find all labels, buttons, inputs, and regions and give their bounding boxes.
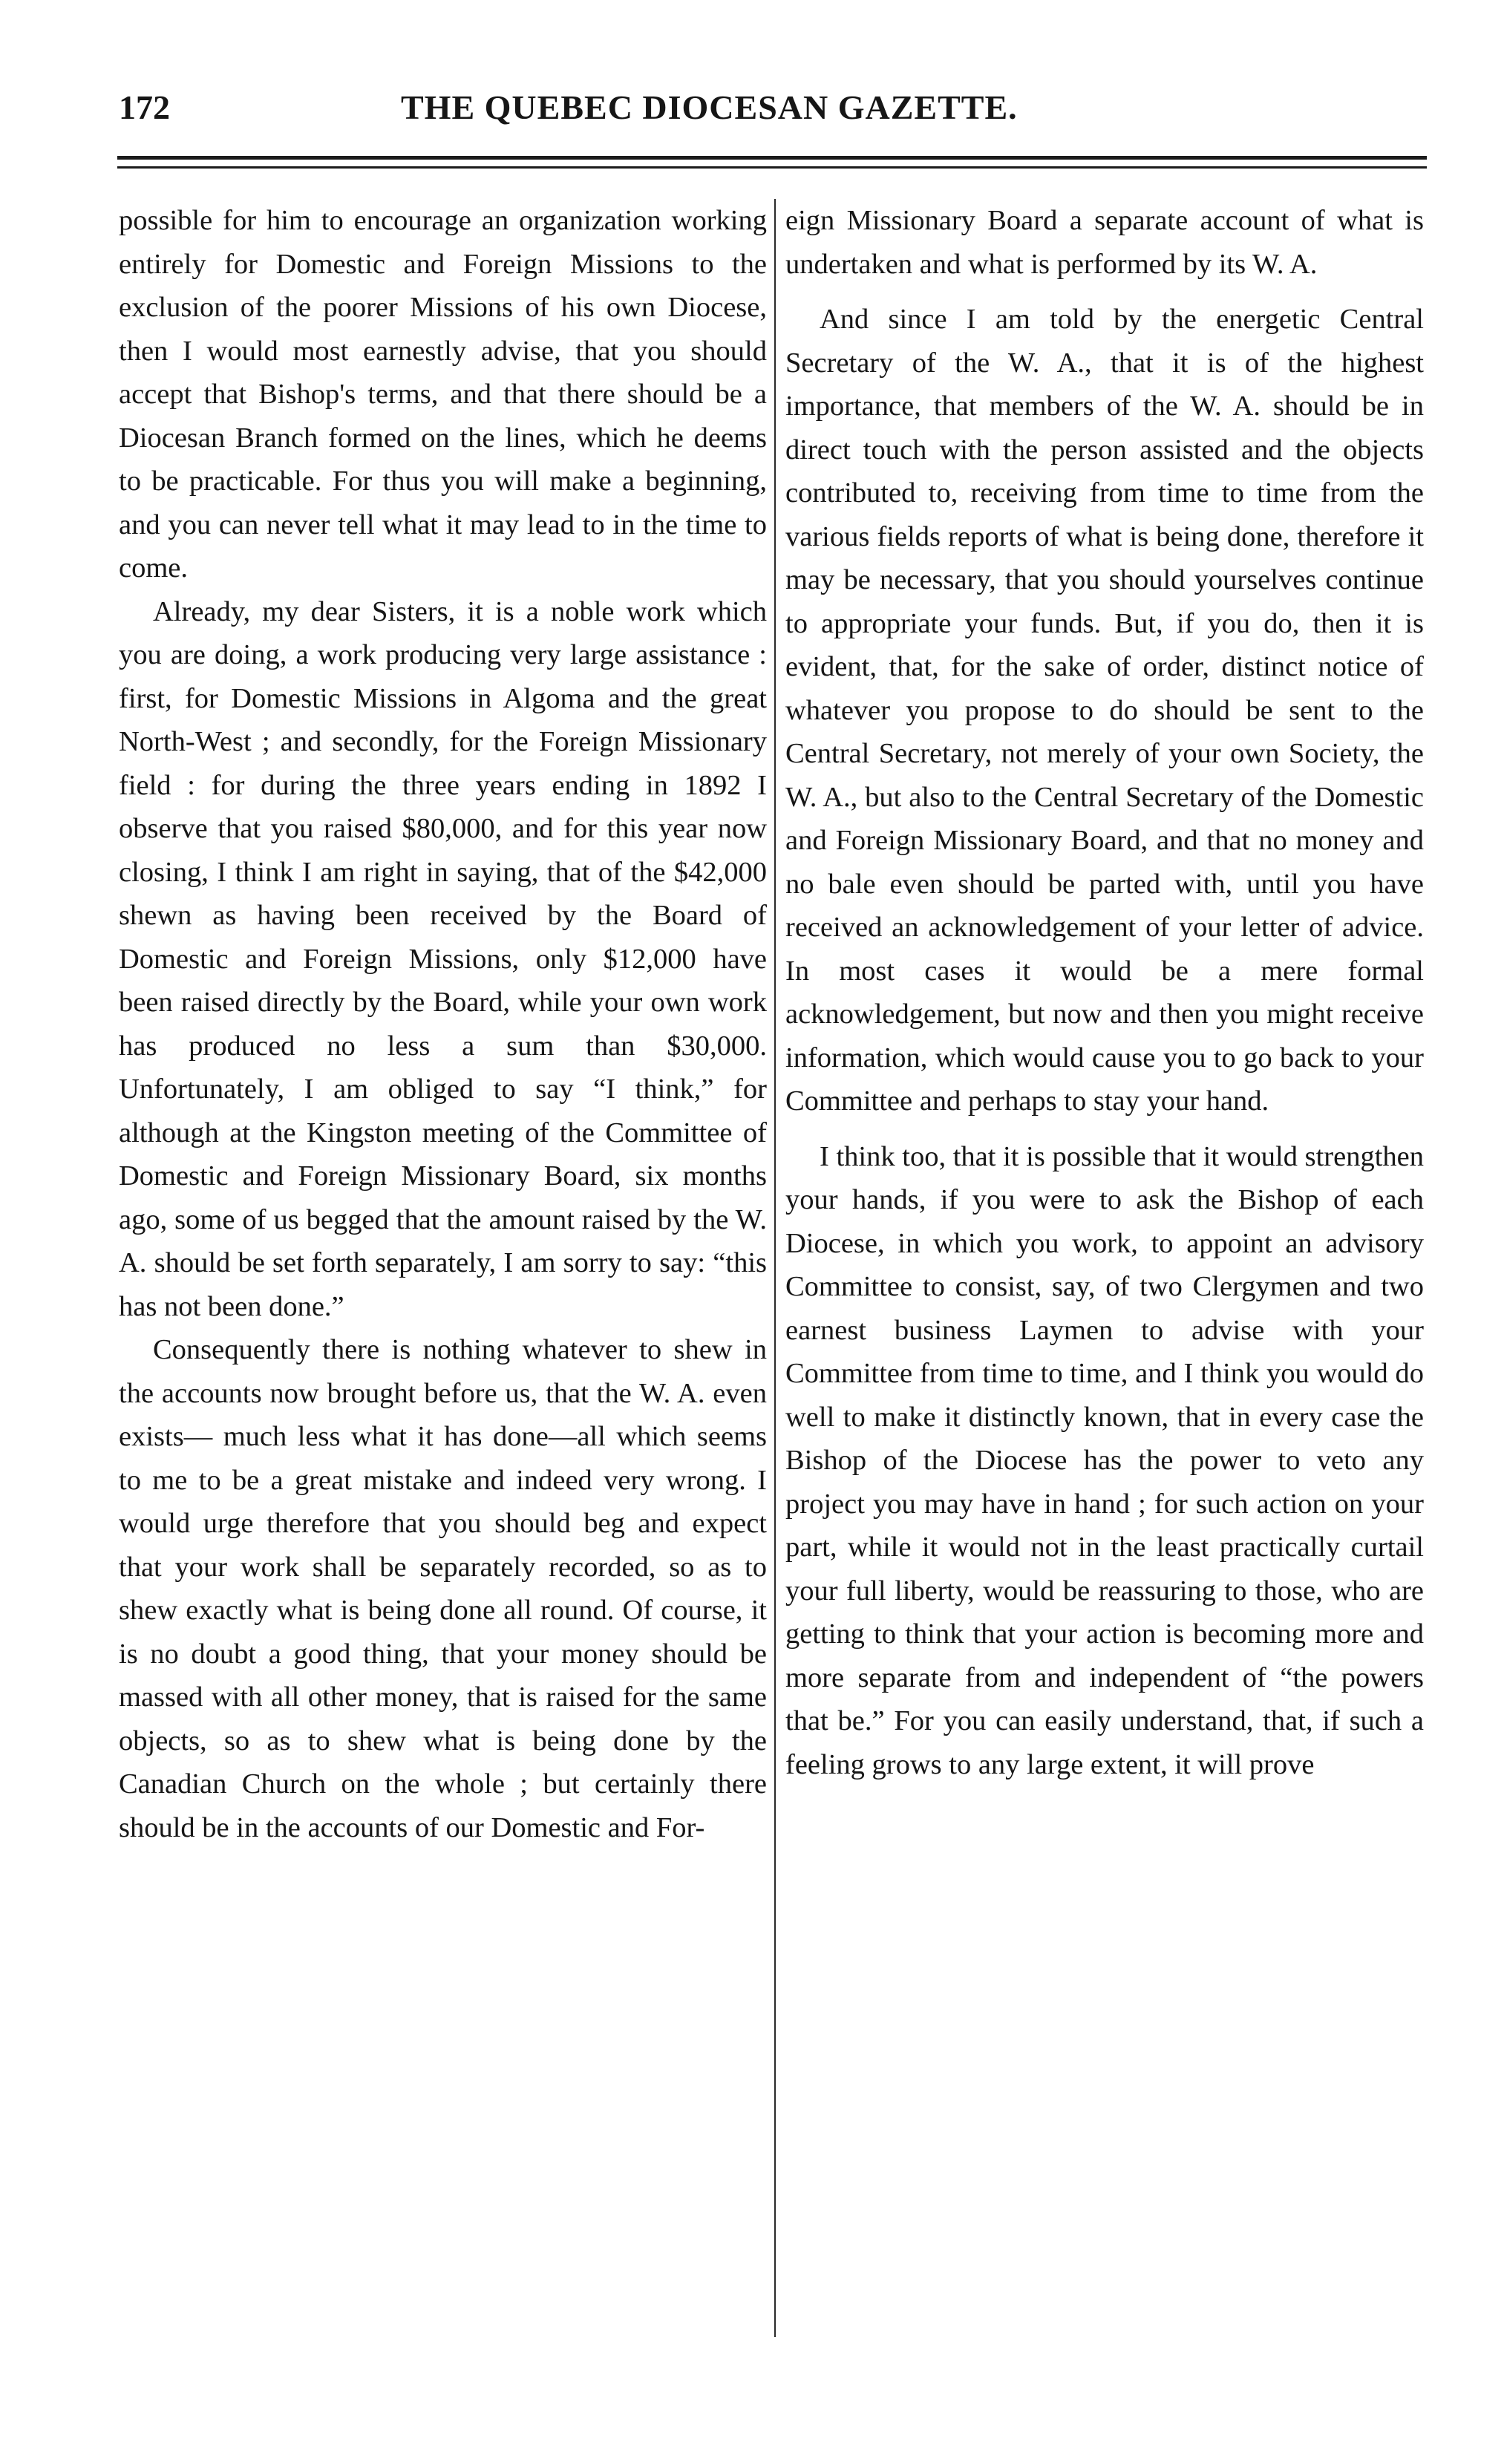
page-header: [119, 82, 1425, 141]
column-divider: [774, 199, 776, 2337]
header-rule-top: [117, 156, 1427, 160]
paragraph: Already, my dear Sisters, it is a noble work which you are doing, a work producing very large assistance : first, for Domestic Missions in Algoma and the great North-West ; and secondly, for the Foreign Missionary field : for during the three years ending in 1892 I observe that you raised $80,000, and for this year now closing, I think I am right in saying, that of the $42,000 shewn as having been received by the Board of Domestic and Foreign Missions, only $12,000 have been raised directly by the Board, while your own work has produced no less a sum than $30,000. Unfortunately, I am obliged to say “I think,” for although at the Kingston meeting of the Committee of Domestic and Foreign Missionary Board, six months ago, some of us begged that the amount raised by the W. A. should be set forth separately, I am sorry to say: “this has not been done.”: [119, 595, 767, 1322]
paragraph: eign Missionary Board a separate account of what is undertaken and what is performed by its W. A.: [785, 205, 1424, 280]
paragraph: possible for him to encourage an organization working entirely for Domestic and Foreign Missions to the exclusion of the poorer Missions of his own Diocese, then I would most earnestly advise, that you should accept that Bishop's terms, and that there should be a Diocesan Branch formed on the lines, which he deems to be practicable. For thus you will make a beginning, and you can never tell what it may lead to in the time to come.: [119, 205, 767, 584]
paragraph: And since I am told by the energetic Central Secretary of the W. A., that it is of the highest importance, that members of the W. A. should be in direct touch with the person assisted and the objects contributed to, receiving from time to time from the various fields reports of what is being done, therefore it may be necessary, that you should yourselves continue to appropriate your funds. But, if you do, then it is evident, that, for the sake of order, distinct notice of whatever you propose to do should be sent to the Central Secretary, not merely of your own Society, the W. A., but also to the Central Secretary of the Domestic and Foreign Missionary Board, and that no money and no bale even should be parted with, until you have received an acknowledgement of your letter of advice. In most cases it would be a mere formal acknowledgement, but now and then you might receive information, which would cause you to go back to your Committee and perhaps to stay your hand.: [785, 304, 1424, 1117]
paragraph: I think too, that it is possible that it would strengthen your hands, if you were to ask the Bishop of each Diocese, in which you work, to appoint an advisory Committee to consist, say, of two Clergymen and two earnest business Laymen to advise with your Committee from time to time, and I think you would do well to make it distinctly known, that in every case the Bishop of the Diocese has the power to veto any project you may have in hand ; for such action on your part, while it would not in the least practically curtail your full liberty, would be reassuring to those, who are getting to think that your action is becoming more and more separate from and independent of “the powers that be.” For you can easily understand, that, if such a feeling grows to any large extent, it will prove: [785, 1140, 1424, 1780]
header-rule-bottom: [117, 166, 1427, 169]
publication-title: THE QUEBEC DIOCESAN GAZETTE.: [401, 88, 1018, 126]
paragraph: Consequently there is nothing whatever to shew in the accounts now brought before us, that the W. A. even exists— much less what it has done—all which seems to me to be a great mistake and indeed very wrong. I would urge therefore that you should beg and expect that your work shall be separately recorded, so as to shew exactly what is being done all round. Of course, it is no doubt a good thing, that your money should be massed with all other money, that is raised for the same objects, so as to shew what is being done by the Canadian Church on the whole ; but certainly there should be in the accounts of our Domestic and For-: [119, 1334, 767, 1843]
left-column: [119, 199, 767, 1849]
right-column: [785, 199, 1424, 1786]
page-number: 172: [119, 88, 170, 126]
